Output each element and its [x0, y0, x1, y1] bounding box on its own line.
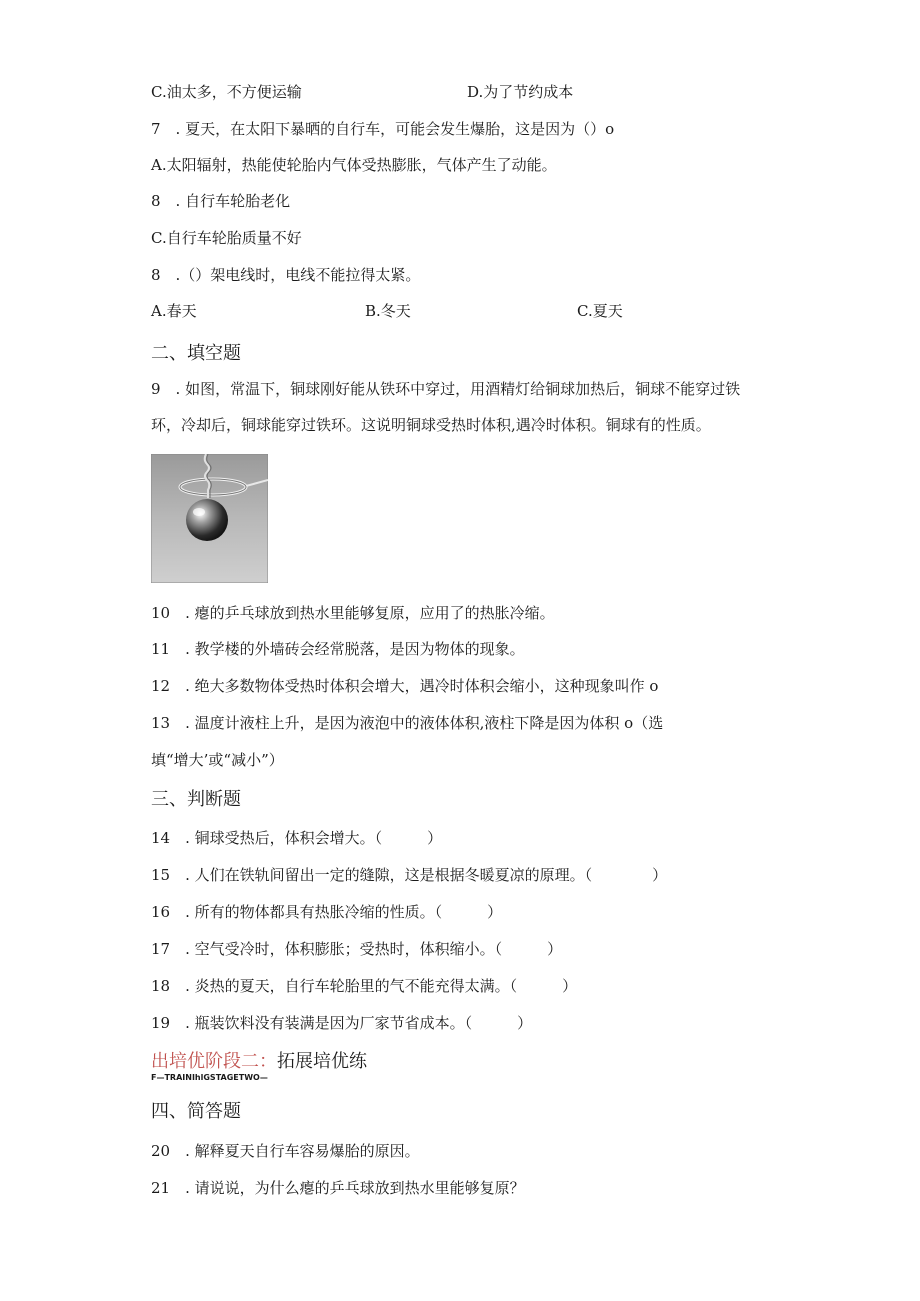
section-title-fill-in: 二、填空题: [151, 343, 241, 364]
q6-option-d: D.为了节约成本: [467, 83, 574, 101]
q9-line1: 9 . 如图，常温下，铜球刚好能从铁环中穿过，用酒精灯给铜球加热后，铜球不能穿过铁: [151, 380, 741, 398]
q20: 20 . 解释夏天自行车容易爆胎的原因。: [151, 1142, 420, 1160]
stage-banner-subtitle: F—TRAINIhlGSTAGETWO—: [151, 1073, 268, 1082]
section-title-true-false: 三、判断题: [151, 789, 241, 810]
q8-option-c: C.夏天: [577, 302, 623, 320]
q21: 21 . 请说说，为什么瘪的乒乓球放到热水里能够复原？: [151, 1179, 525, 1197]
q16: 16 . 所有的物体都具有热胀冷缩的性质。（ ）: [151, 903, 503, 921]
q7-option-b: 8 . 自行车轮胎老化: [151, 192, 291, 210]
stage-banner: [151, 1050, 367, 1074]
q15: 15 . 人们在铁轨间留出一定的缝隙，这是根据冬暖夏凉的原理。（ ）: [151, 866, 668, 884]
q8-option-b: B.冬天: [365, 302, 411, 320]
q13-line1: 13 . 温度计液柱上升，是因为液泡中的液体体积,液柱下降是因为体积 o（选: [151, 714, 664, 732]
copper-ball-iron-ring-figure: [151, 454, 268, 583]
q8-stem: 8 .（）架电线时，电线不能拉得太紧。: [151, 266, 421, 284]
q14: 14 . 铜球受热后，体积会增大。（ ）: [151, 829, 443, 847]
q9-line2: 环，冷却后，铜球能穿过铁环。这说明铜球受热时体积,遇冷时体积。铜球有的性质。: [151, 416, 711, 434]
q11: 11 . 教学楼的外墙砖会经常脱落，是因为物体的现象。: [151, 640, 525, 658]
section-title-short-answer: 四、简答题: [151, 1101, 241, 1122]
q17: 17 . 空气受冷时，体积膨胀；受热时，体积缩小。（ ）: [151, 940, 563, 958]
q18: 18 . 炎热的夏天，自行车轮胎里的气不能充得太满。（ ）: [151, 977, 578, 995]
q19: 19 . 瓶装饮料没有装满是因为厂家节省成本。（ ）: [151, 1014, 533, 1032]
stage-banner-label: 出培优阶段二：: [151, 1051, 277, 1072]
q7-option-c: C.自行车轮胎质量不好: [151, 229, 302, 247]
q6-option-c: C.油太多，不方便运输: [151, 83, 302, 101]
q7-option-a: A.太阳辐射，热能使轮胎内气体受热膨胀，气体产生了动能。: [151, 156, 557, 174]
q8-option-a: A.春天: [151, 302, 197, 320]
stage-banner-title: 拓展培优练: [277, 1051, 367, 1072]
q13-line2: 填“增大’或“减小”）: [151, 751, 284, 769]
q7-stem: 7 . 夏天，在太阳下暴晒的自行车，可能会发生爆胎，这是因为（）o: [151, 120, 615, 138]
q12: 12 . 绝大多数物体受热时体积会增大，遇冷时体积会缩小，这种现象叫作 o: [151, 677, 659, 695]
q10: 10 . 瘪的乒乓球放到热水里能够复原，应用了的热胀冷缩。: [151, 604, 555, 622]
